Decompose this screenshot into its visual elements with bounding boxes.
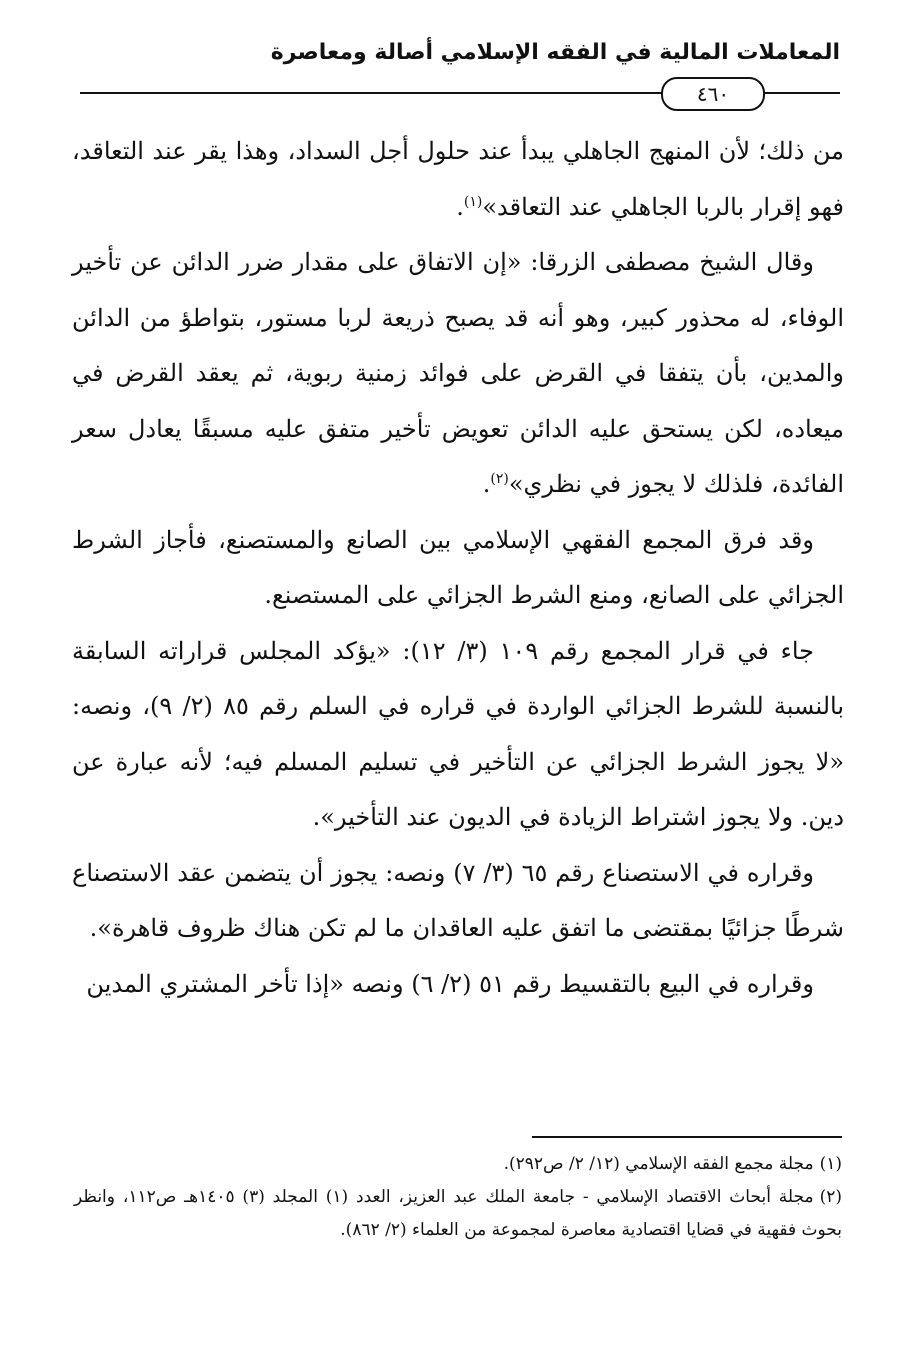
paragraph-2-text: وقال الشيخ مصطفى الزرقا: «إن الاتفاق على مقدار ضرر الدائن عن تأخير الوفاء، له محذور كبير، وهو أنه قد يصبح ذريعة لربا مستور، بتواطؤ من الدائن والمدين، بأن يتفقا في القرض على فوائد زمنية ربوية، ثم يعقد القرض في ميعاده، لكن يستحق عليه الدائن تعويض تأخير متفق عليه مسبقًا يعادل سعر الفائدة، فلذلك لا يجوز في نظري» [72, 248, 844, 498]
paragraph-2-tail: . [482, 470, 491, 498]
footnote-ref-1: (١) [463, 193, 483, 210]
footnote-1-text: مجلة مجمع الفقه الإسلامي (١٢/ ٢/ ص٢٩٢). [503, 1154, 814, 1174]
footnote-2-text: مجلة أبحاث الاقتصاد الإسلامي - جامعة الملك عبد العزيز، العدد (١) المجلد (٣) ١٤٠٥هـ ص١١٢، وانظر بحوث فقهية في قضايا اقتصادية معاصرة لمجموعة من العلماء (٢/ ٨٦٢). [74, 1187, 842, 1240]
footnote-separator [532, 1136, 842, 1138]
running-title: المعاملات المالية في الفقه الإسلامي أصالة ومعاصرة [270, 40, 840, 65]
main-text [72, 124, 844, 1012]
paragraph-2 [72, 235, 844, 513]
footnote-1-mark: (١) [819, 1154, 842, 1174]
footnote-2 [74, 1181, 842, 1247]
paragraph-4: جاء في قرار المجمع رقم ١٠٩ (٣/ ١٢): «يؤكد المجلس قراراته السابقة بالنسبة للشرط الجزائي الواردة في قراره في السلم رقم ٨٥ (٢/ ٩)، ونصه: «لا يجوز الشرط الجزائي عن التأخير في تسليم المسلم فيه؛ لأنه عبارة عن دين. ولا يجوز اشتراط الزيادة في الديون عند التأخير». [72, 636, 845, 831]
footnote-2-mark: (٢) [819, 1187, 842, 1207]
paragraph-6: وقراره في البيع بالتقسيط رقم ٥١ (٢/ ٦) ونصه «إذا تأخر المشتري المدين [86, 969, 814, 998]
paragraph-5: وقراره في الاستصناع رقم ٦٥ (٣/ ٧) ونصه: يجوز أن يتضمن عقد الاستصناع شرطًا جزائيًا بمقتضى ما اتفق عليه العاقدان ما لم تكن هناك ظروف قاهرة». [72, 858, 844, 942]
page-number: ٤٦٠ [661, 77, 765, 111]
footnotes [74, 1148, 842, 1247]
paragraph-1 [72, 124, 844, 235]
paragraph-3: وقد فرق المجمع الفقهي الإسلامي بين الصانع والمستصنع، فأجاز الشرط الجزائي على الصانع، ومنع الشرط الجزائي على المستصنع. [72, 525, 844, 609]
paragraph-1-tail: . [456, 192, 464, 221]
footnote-ref-2: (٢) [490, 471, 509, 487]
paragraph-1-text: من ذلك؛ لأن المنهج الجاهلي يبدأ عند حلول أجل السداد، وهذا يقر عند التعاقد، فهو إقرار بالربا الجاهلي عند التعاقد» [72, 137, 844, 221]
footnote-1 [74, 1148, 842, 1181]
